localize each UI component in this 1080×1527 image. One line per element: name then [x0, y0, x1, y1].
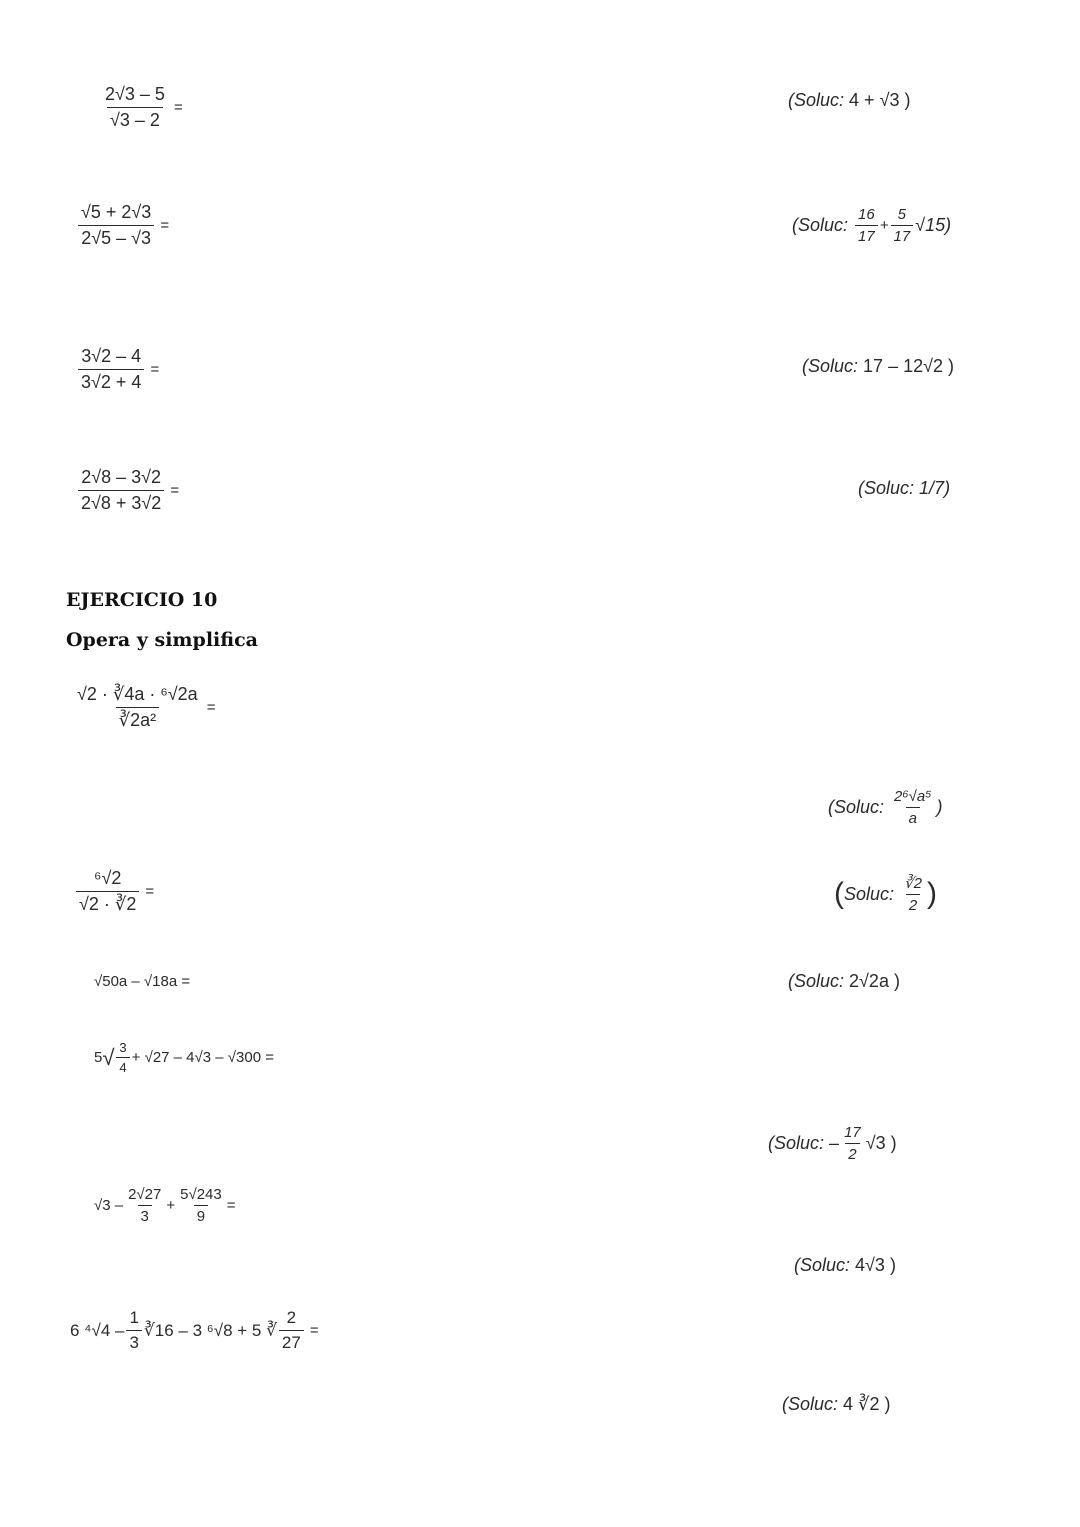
ex10-solution-2	[834, 874, 937, 914]
ex10-problem-5-f1-den: 3	[138, 1205, 152, 1225]
problem-2-denominator: 2√5 – √3	[78, 225, 154, 249]
problem-1-fraction	[102, 84, 168, 131]
solution-3-prefix: (Soluc:	[802, 356, 859, 376]
solution-2-tail: √15)	[915, 215, 952, 235]
ex10-problem-3	[94, 973, 190, 990]
exercise-subtitle: Opera y simplifica	[66, 629, 258, 651]
exercise-title: EJERCICIO 10	[66, 589, 218, 611]
ex10-solution-5	[794, 1255, 896, 1276]
problem-4-numerator: 2√8 – 3√2	[81, 467, 162, 487]
ex10-problem-6-f2-den: 27	[279, 1330, 304, 1353]
ex10-problem-6-mid: ∛16 – 3 ⁶√8 + 5 ∛	[143, 1320, 277, 1340]
ex10-problem-2-denominator: √2 · ∛2	[76, 891, 139, 915]
solution-4-prefix: (Soluc:	[858, 478, 915, 498]
ex10-problem-2-fraction	[76, 868, 139, 915]
problem-3	[76, 346, 159, 393]
ex10-solution-3	[788, 971, 900, 992]
ex10-solution-4-neg: –	[829, 1133, 840, 1153]
ex10-problem-6-f1-den: 3	[126, 1330, 141, 1353]
problem-3-fraction	[78, 346, 144, 393]
ex10-solution-2-fraction	[901, 874, 925, 914]
ex10-solution-2-prefix: Soluc:	[844, 883, 895, 904]
ex10-problem-6-f2-num: 2	[286, 1308, 297, 1327]
ex10-problem-2	[74, 868, 154, 915]
problem-2	[76, 202, 169, 249]
ex10-problem-5-fraction-2	[177, 1186, 225, 1225]
problem-3-denominator: 3√2 + 4	[78, 369, 144, 393]
solution-2-frac2-num: 5	[897, 206, 907, 223]
ex10-solution-4	[768, 1124, 897, 1163]
ex10-problem-6-eq: =	[309, 1322, 319, 1339]
ex10-problem-6	[70, 1308, 319, 1353]
ex10-problem-1-denominator: ∛2a²	[116, 707, 160, 731]
solution-1	[788, 90, 910, 111]
sqrt-symbol: √	[102, 1044, 115, 1070]
ex10-problem-1-fraction	[74, 684, 201, 731]
solution-2-fraction-1	[855, 206, 878, 245]
ex10-problem-6-fraction-2	[279, 1308, 304, 1353]
solution-2	[792, 206, 951, 245]
ex10-problem-5	[94, 1186, 236, 1225]
solution-2-plus: +	[879, 217, 889, 234]
solution-2-prefix: (Soluc:	[792, 215, 849, 235]
ex10-problem-4-frac-num: 3	[119, 1040, 127, 1055]
ex10-problem-5-plus: +	[166, 1197, 176, 1214]
ex10-problem-5-f1-num: 2√27	[128, 1186, 162, 1203]
ex10-solution-5-value: 4√3 )	[855, 1255, 896, 1275]
ex10-solution-1-den: a	[906, 807, 920, 827]
problem-2-numerator: √5 + 2√3	[81, 202, 152, 222]
equals-sign: =	[206, 699, 216, 716]
problem-1-numerator: 2√3 – 5	[105, 84, 165, 104]
ex10-problem-6-f1-num: 1	[129, 1308, 139, 1327]
ex10-solution-6	[782, 1394, 891, 1415]
problem-2-fraction	[78, 202, 154, 249]
problem-4-denominator: 2√8 + 3√2	[78, 490, 164, 514]
ex10-solution-6-value: 4 ∛2 )	[843, 1394, 891, 1414]
solution-2-frac1-den: 17	[855, 225, 878, 245]
ex10-solution-2-close: )	[926, 877, 937, 910]
solution-2-fraction-2	[891, 206, 914, 245]
ex10-solution-4-fraction	[841, 1124, 864, 1163]
problem-1-denominator: √3 – 2	[107, 107, 163, 131]
ex10-problem-5-lead: √3 –	[94, 1197, 124, 1214]
ex10-problem-5-f2-den: 9	[194, 1205, 208, 1225]
equals-sign: =	[145, 883, 155, 900]
equals-sign: =	[150, 361, 160, 378]
ex10-solution-1-fraction	[891, 788, 934, 827]
equals-sign: =	[170, 482, 180, 499]
ex10-solution-2-num: ∛2	[904, 875, 922, 892]
ex10-solution-1-num: 2⁶√a⁵	[894, 788, 932, 805]
ex10-solution-3-value: 2√2a )	[849, 971, 900, 991]
ex10-solution-3-prefix: (Soluc:	[788, 971, 845, 991]
ex10-solution-4-den: 2	[845, 1143, 859, 1163]
solution-2-frac2-den: 17	[891, 225, 914, 245]
ex10-problem-5-eq: =	[226, 1197, 236, 1214]
ex10-problem-2-numerator: ⁶√2	[94, 868, 122, 888]
ex10-problem-3-expression: √50a – √18a =	[94, 973, 191, 990]
equals-sign: =	[160, 217, 170, 234]
problem-1	[100, 84, 183, 131]
solution-3-value: 17 – 12√2 )	[863, 356, 954, 376]
solution-1-value: 4 + √3 )	[849, 90, 911, 110]
ex10-problem-5-f2-num: 5√243	[180, 1186, 222, 1203]
solution-4-value: 1/7)	[919, 478, 951, 498]
ex10-problem-4-frac-den: 4	[116, 1057, 129, 1075]
ex10-solution-4-prefix: (Soluc:	[768, 1133, 825, 1153]
problem-4-fraction	[78, 467, 164, 514]
ex10-problem-4-rest: + √27 – 4√3 – √300 =	[131, 1049, 274, 1066]
ex10-solution-2-open: (	[834, 877, 844, 910]
ex10-problem-1-numerator: √2 · ∛4a · ⁶√2a	[77, 684, 198, 704]
ex10-problem-4-coefficient: 5	[94, 1049, 103, 1066]
ex10-solution-1-prefix: (Soluc:	[828, 797, 885, 817]
solution-2-frac1-num: 16	[858, 206, 875, 223]
solution-4	[858, 478, 950, 499]
ex10-solution-4-tail: √3 )	[865, 1133, 897, 1153]
ex10-solution-6-prefix: (Soluc:	[782, 1394, 839, 1414]
ex10-solution-5-prefix: (Soluc:	[794, 1255, 851, 1275]
ex10-solution-2-den: 2	[906, 894, 920, 914]
ex10-problem-6-lead: 6 ⁴√4 –	[70, 1320, 125, 1340]
ex10-problem-4	[94, 1040, 274, 1075]
ex10-problem-6-fraction-1	[126, 1308, 141, 1353]
solution-3	[802, 356, 954, 377]
ex10-solution-4-num: 17	[844, 1124, 861, 1141]
ex10-problem-4-fraction	[116, 1040, 129, 1075]
ex10-solution-1	[828, 788, 943, 827]
problem-4	[76, 467, 179, 514]
ex10-problem-1	[72, 684, 215, 731]
solution-1-prefix: (Soluc:	[788, 90, 845, 110]
ex10-solution-1-suffix: )	[936, 797, 943, 817]
equals-sign: =	[173, 99, 183, 116]
problem-3-numerator: 3√2 – 4	[81, 346, 142, 366]
ex10-problem-5-fraction-1	[125, 1186, 164, 1225]
